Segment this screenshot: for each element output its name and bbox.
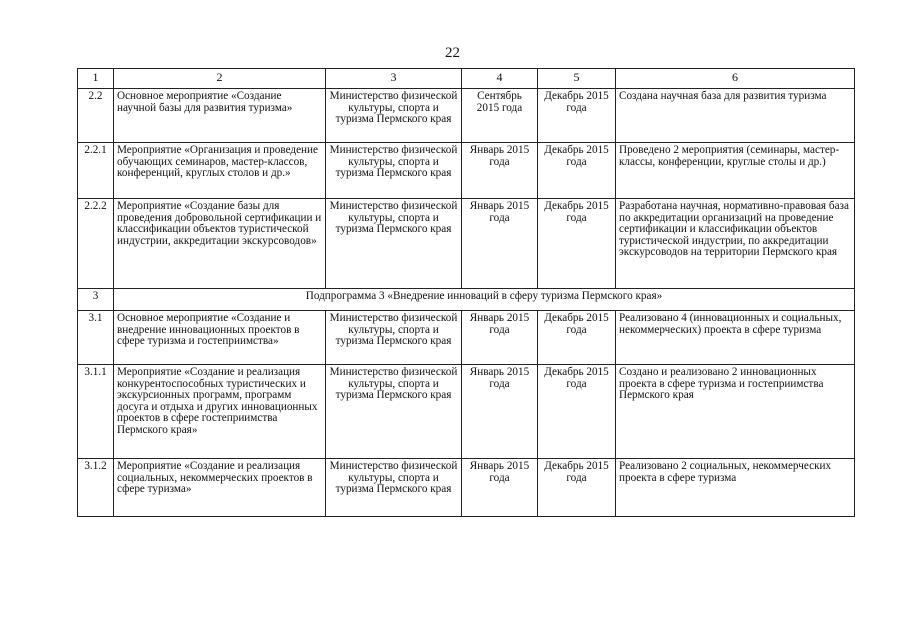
row-number: 3.1.1: [78, 365, 114, 459]
table-row: [78, 199, 855, 289]
row-number: 3.1.2: [78, 459, 114, 517]
end-date: Декабрь 2015 года: [538, 199, 616, 289]
header-row: [78, 69, 855, 89]
start-date: Январь 2015 года: [462, 459, 538, 517]
expected-result: Разработана научная, нормативно-правовая база по аккредитации организаций на проведение сертификации и классификации объектов туристической индустрии, по аккредитации экскурсоводов на территории Пермского края: [616, 199, 855, 289]
plan-table: [77, 68, 855, 517]
row-number: 2.2: [78, 89, 114, 143]
end-date: Декабрь 2015 года: [538, 311, 616, 365]
row-number: 3.1: [78, 311, 114, 365]
table-row: [78, 311, 855, 365]
header-cell-5: 5: [538, 69, 616, 89]
expected-result: Реализовано 4 (инновационных и социальных, некоммерческих) проекта в сфере туризма: [616, 311, 855, 365]
section-row: [78, 289, 855, 311]
start-date: Январь 2015 года: [462, 311, 538, 365]
executor: Министерство физической культуры, спорта и туризма Пермского края: [326, 459, 462, 517]
header-cell-4: 4: [462, 69, 538, 89]
end-date: Декабрь 2015 года: [538, 143, 616, 199]
end-date: Декабрь 2015 года: [538, 365, 616, 459]
start-date: Январь 2015 года: [462, 143, 538, 199]
end-date: Декабрь 2015 года: [538, 459, 616, 517]
start-date: Январь 2015 года: [462, 199, 538, 289]
table-row: [78, 143, 855, 199]
start-date: Сентябрь 2015 года: [462, 89, 538, 143]
activity-name: Мероприятие «Организация и проведение обучающих семинаров, мастер-классов, конференций, круглых столов и др.»: [114, 143, 326, 199]
header-cell-6: 6: [616, 69, 855, 89]
row-number: 2.2.2: [78, 199, 114, 289]
expected-result: Создана научная база для развития туризма: [616, 89, 855, 143]
activity-name: Мероприятие «Создание и реализация социальных, некоммерческих проектов в сфере туризма»: [114, 459, 326, 517]
page-number: 22: [445, 45, 460, 61]
header-cell-2: 2: [114, 69, 326, 89]
expected-result: Создано и реализовано 2 инновационных проекта в сфере туризма и гостеприимства Пермского края: [616, 365, 855, 459]
executor: Министерство физической культуры, спорта и туризма Пермского края: [326, 143, 462, 199]
header-cell-1: 1: [78, 69, 114, 89]
section-number: 3: [78, 289, 114, 311]
row-number: 2.2.1: [78, 143, 114, 199]
executor: Министерство физической культуры, спорта и туризма Пермского края: [326, 311, 462, 365]
header-cell-3: 3: [326, 69, 462, 89]
executor: Министерство физической культуры, спорта и туризма Пермского края: [326, 89, 462, 143]
table-row: [78, 459, 855, 517]
activity-name: Мероприятие «Создание и реализация конкурентоспособных туристических и экскурсионных программ, программ досуга и отдыха и других инновационных проектов в сфере гостеприимства Пермского края»: [114, 365, 326, 459]
table-row: [78, 365, 855, 459]
executor: Министерство физической культуры, спорта и туризма Пермского края: [326, 199, 462, 289]
expected-result: Реализовано 2 социальных, некоммерческих проекта в сфере туризма: [616, 459, 855, 517]
end-date: Декабрь 2015 года: [538, 89, 616, 143]
activity-name: Основное мероприятие «Создание научной базы для развития туризма»: [114, 89, 326, 143]
expected-result: Проведено 2 мероприятия (семинары, мастер-классы, конференции, круглые столы и др.): [616, 143, 855, 199]
executor: Министерство физической культуры, спорта и туризма Пермского края: [326, 365, 462, 459]
activity-name: Основное мероприятие «Создание и внедрение инновационных проектов в сфере туризма и гостеприимства»: [114, 311, 326, 365]
table-row: [78, 89, 855, 143]
activity-name: Мероприятие «Создание базы для проведения добровольной сертификации и классификации объектов туристической индустрии, аккредитации экскурсоводов»: [114, 199, 326, 289]
start-date: Январь 2015 года: [462, 365, 538, 459]
section-title: Подпрограмма 3 «Внедрение инноваций в сферу туризма Пермского края»: [114, 289, 855, 311]
